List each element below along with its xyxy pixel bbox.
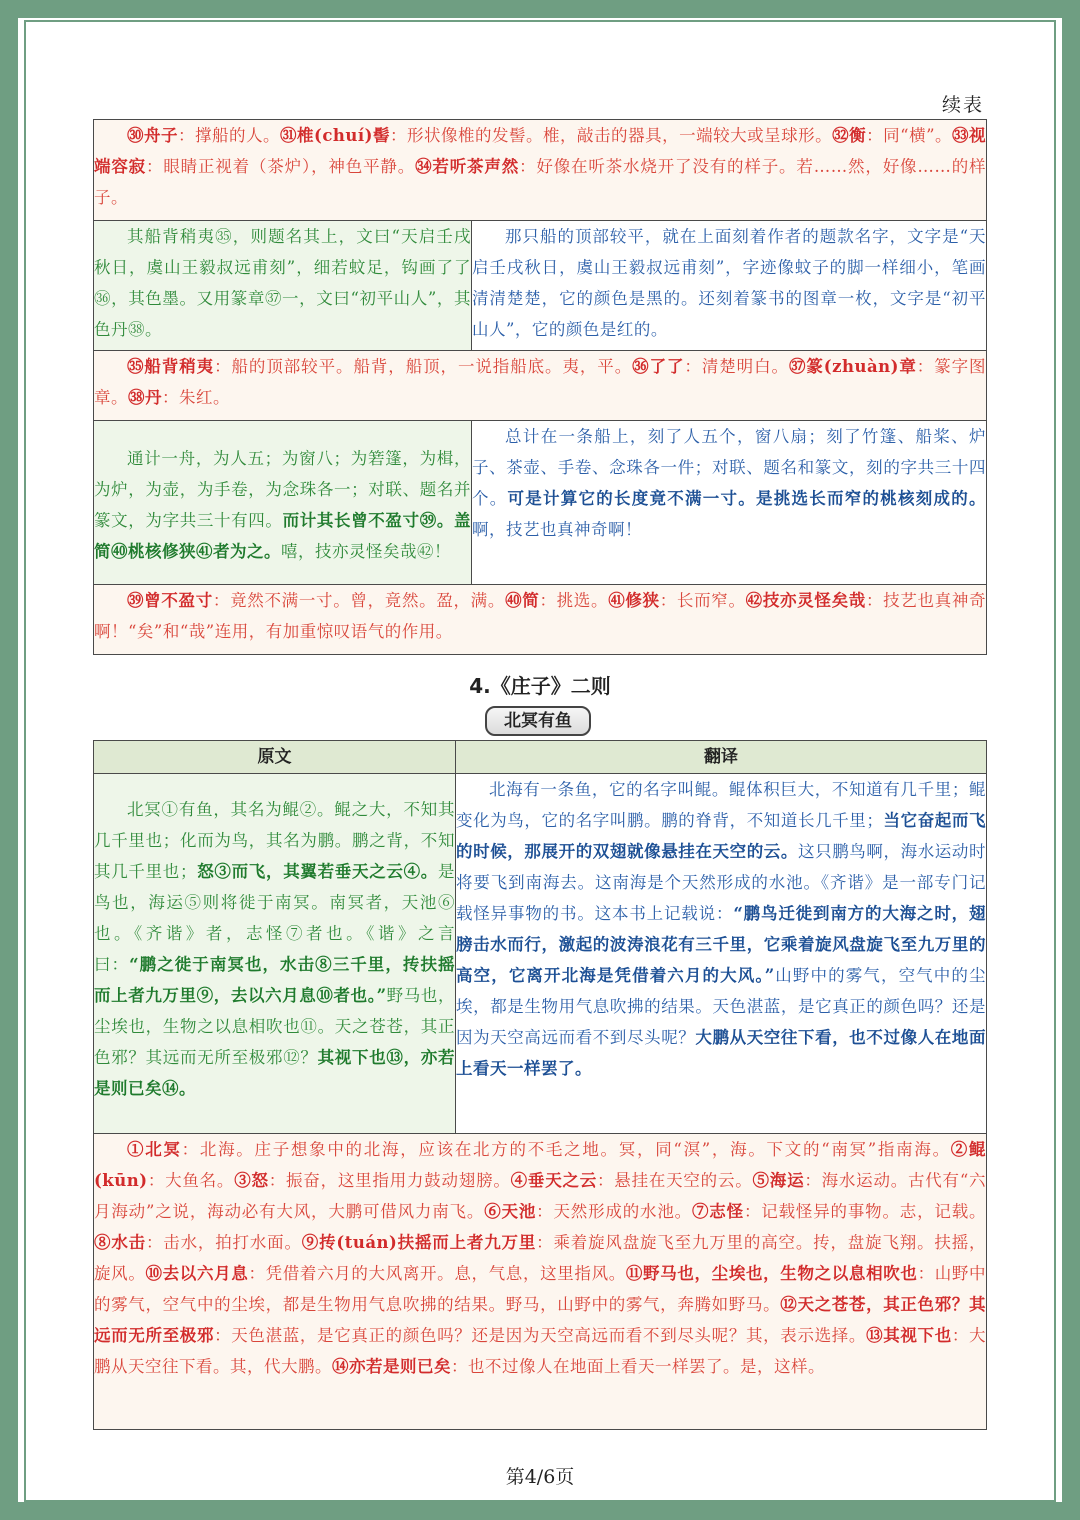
section-title: 4.《庄子》二则	[469, 674, 611, 698]
note-explanation: ：大鱼名。	[147, 1171, 235, 1190]
emphasis-segment: “鹏之徙于南冥也，水击⑧三千里，抟扶摇而上者九万里⑨，去以六月息⑩者也。”	[94, 955, 456, 1005]
note-explanation: ：同“横”。	[866, 126, 953, 145]
note-explanation: ：竟然不满一寸。曾，竟然。盈，满。	[212, 591, 506, 610]
note-term: ㉜衡	[832, 126, 867, 145]
original-text-2b: 而计其长曾不盈寸㊴。盖简㊵桃核修狭㊶者为之。	[94, 511, 472, 561]
note-term: ⑨抟(tuán)扶摇而上者九万里	[301, 1233, 537, 1252]
translation-text-2	[472, 421, 986, 545]
note-term: ②鲲(kūn)	[94, 1140, 986, 1190]
translation-text-3	[456, 774, 986, 1084]
text-segment: 野马也，尘埃也，生物之以息相吹也⑪。天之苍苍，其正色邪？其远而无所至极邪⑫？	[94, 986, 455, 1067]
note-term: ⑤海运	[752, 1171, 805, 1190]
original-text-2	[94, 443, 471, 567]
translation-text-2b: 可是计算它的长度竟不满一寸。是挑选长而窄的桃核刻成的。	[507, 489, 987, 508]
emphasis-segment: “鹏鸟迁徙到南方的大海之时，翅膀击水而行，激起的波涛浪花有三千里，它乘着旋风盘旋飞至九万里的高空，它离开北海是凭借着六月的大风。”	[456, 904, 987, 985]
note-term: ⑪野马也，尘埃也，生物之以息相吹也	[625, 1264, 918, 1283]
note-term: ㊶修狭	[608, 591, 660, 610]
note-term: ㉝视端容寂	[94, 126, 987, 176]
note-explanation: ：朱红。	[162, 388, 230, 407]
text-segment: 是鸟也，海运⑤则将徙于南冥。南冥者，天池⑥也。《齐谐》者，志怪⑦者也。《谐》之言曰：	[94, 862, 456, 974]
emphasis-segment: 大鹏从天空往下看，也不过像人在地面上看天一样罢了。	[456, 1028, 987, 1078]
continued-table	[93, 119, 987, 655]
notes-1-14	[94, 1134, 986, 1382]
note-explanation: ：乘着旋风盘旋飞至九万里的高空。抟，盘旋飞翔。扶摇，旋风。	[94, 1233, 987, 1283]
notes-row-1-14	[94, 1134, 987, 1430]
translation-cell	[472, 221, 987, 351]
notes-30-34	[94, 120, 986, 213]
note-explanation: ：长而窄。	[659, 591, 746, 610]
continued-label: 续表	[941, 94, 984, 116]
translation-text: 那只船的顶部较平，就在上面刻着作者的题款名字，文字是“天启壬戌秋日，虞山王毅叔远甫刻”，字迹像蚊子的脚一样细小，笔画清清楚楚，它的颜色是黑的。还刻着篆书的图章一枚，文字是“初平山人”，它的颜色是红的。	[472, 227, 987, 339]
notes-row-35-38	[94, 351, 987, 421]
note-term: ⑥天池	[484, 1202, 537, 1221]
emphasis-segment: 当它奋起而飞的时候，那展开的双翅就像悬挂在天空的云。	[456, 811, 987, 861]
translation-cell-3	[456, 774, 987, 1134]
sub-title-badge: 北冥有鱼	[485, 706, 591, 736]
note-term: ㊷技亦灵怪矣哉	[745, 591, 866, 610]
note-term: ㉚舟子	[127, 126, 179, 145]
note-explanation: ：清楚明白。	[684, 357, 789, 376]
note-term: ㉞若听茶声然	[415, 157, 520, 176]
note-explanation: ：挑选。	[539, 591, 609, 610]
note-explanation: ：海水运动。古代有“六月海动”之说，海动必有大风，大鹏可借风力南飞。	[94, 1171, 987, 1221]
note-explanation: ：天色湛蓝，是它真正的颜色吗？还是因为天空高远而看不到尽头呢？其，表示选择。	[214, 1326, 867, 1345]
zhuangzi-table	[93, 740, 987, 1430]
note-term: ③怒	[234, 1171, 269, 1190]
note-explanation: ：振奋，这里指用力鼓动翅膀。	[268, 1171, 511, 1190]
note-explanation: ：北海。庄子想象中的北海，应该在北方的不毛之地。冥，同“溟”，海。下文的“南冥”指南海。	[181, 1140, 951, 1159]
note-term: ㊲篆(zhuàn)章	[788, 357, 917, 376]
note-explanation: ：形状像椎的发髻。椎，敲击的器具，一端较大或呈球形。	[390, 126, 833, 145]
header-original: 原文	[94, 741, 456, 774]
translation-text-2a: 总计在一条船上，刻了人五个，窗八扇；刻了竹篷、船桨、炉子、茶壶、手卷、念珠各一件；对联、题名和篆文，刻的字共三十四个。	[472, 427, 987, 508]
text-segment: 山野中的雾气，空气中的尘埃，都是生物用气息吹拂的结果。天色湛蓝，是它真正的颜色吗？还是因为天空高远而看不到尽头呢？	[456, 966, 987, 1047]
note-explanation: ：也不过像人在地面上看天一样罢了。是，这样。	[451, 1357, 825, 1376]
translation-cell-2	[472, 421, 987, 585]
notes-row-39-42	[94, 585, 987, 655]
original-text-cell	[94, 221, 472, 351]
text-segment: 这只鹏鸟啊，海水运动时将要飞到南海去。这南海是个天然形成的水池。《齐谐》是一部专门记载怪异事物的书。这本书上记载说：	[456, 842, 987, 923]
note-explanation: ：眼睛正视着（茶炉），神色平静。	[146, 157, 416, 176]
note-explanation: ：好像在听茶水烧开了没有的样子。若……然，好像……的样子。	[94, 157, 987, 207]
translation-text-2c: 啊，技艺也真神奇啊！	[472, 520, 642, 539]
note-term: ㉟船背稍夷	[127, 357, 215, 376]
note-term: ⑬其视下也	[866, 1326, 952, 1345]
original-text-cell-2	[94, 421, 472, 585]
note-term: ㉛椎(chuí)髻	[280, 126, 390, 145]
note-term: ⑭亦若是则已矣	[332, 1357, 451, 1376]
note-term: ④垂天之云	[510, 1171, 598, 1190]
note-explanation: ：悬挂在天空的云。	[597, 1171, 753, 1190]
note-explanation: ：大鹏从天空往下看。其，代大鹏。	[94, 1326, 987, 1376]
note-term: ⑩去以六月息	[145, 1264, 249, 1283]
note-term: ①北冥	[127, 1140, 182, 1159]
emphasis-segment: 其视下也⑬，亦若是则已矣⑭。	[94, 1048, 456, 1098]
note-explanation: ：船的顶部较平。船背，船顶，一说指船底。夷，平。	[214, 357, 633, 376]
note-explanation: ：凭借着六月的大风离开。息，气息，这里指风。	[248, 1264, 626, 1283]
note-explanation: ：撑船的人。	[178, 126, 281, 145]
note-explanation: ：篆字图章。	[94, 357, 987, 407]
original-text-2c: 嘻，技亦灵怪矣哉㊷！	[281, 542, 451, 561]
page-number: 第4/6页	[505, 1466, 575, 1488]
notes-35-38	[94, 351, 986, 413]
note-term: ㊴曾不盈寸	[127, 591, 213, 610]
note-term: ⑧水击	[94, 1233, 146, 1252]
note-explanation: ：击水，拍打水面。	[145, 1233, 302, 1252]
original-text-2a: 通计一舟，为人五；为窗八；为箬篷，为楫，为炉，为壶，为手卷，为念珠各一；对联、题名并篆文，为字共三十有四。	[94, 449, 471, 530]
note-term: ⑫天之苍苍，其正色邪？其远而无所至极邪	[94, 1295, 987, 1345]
original-text-3	[94, 794, 455, 1104]
note-explanation: ：山野中的雾气，空气中的尘埃，都是生物用气息吹拂的结果。野马，山野中的雾气，奔腾如野马。	[94, 1264, 987, 1314]
note-term: ㊵简	[505, 591, 540, 610]
text-segment: 北海有一条鱼，它的名字叫鲲。鲲体积巨大，不知道有几千里；鲲变化为鸟，它的名字叫鹏。鹏的脊背，不知道长几千里；	[456, 780, 986, 830]
emphasis-segment: 怒③而飞，其翼若垂天之云④。	[197, 862, 439, 881]
note-explanation: ：天然形成的水池。	[536, 1202, 692, 1221]
notes-39-42	[94, 585, 986, 647]
note-explanation: ：技艺也真神奇啊！“矣”和“哉”连用，有加重惊叹语气的作用。	[94, 591, 987, 641]
original-text: 其船背稍夷㉟，则题名其上，文曰“天启壬戌秋日，虞山王毅叔远甫刻”，细若蚊足，钩画了了㊱，其色墨。又用篆章㊲一，文曰“初平山人”，其色丹㊳。	[94, 227, 471, 339]
text-segment: 北冥①有鱼，其名为鲲②。鲲之大，不知其几千里也；化而为鸟，其名为鹏。鹏之背，不知其几千里也；	[94, 800, 455, 881]
note-term: ㊳丹	[128, 388, 162, 407]
header-translation: 翻译	[456, 741, 987, 774]
notes-row-30-34	[94, 120, 987, 221]
original-text-cell-3	[94, 774, 456, 1134]
note-term: ⑦志怪	[691, 1202, 744, 1221]
note-explanation: ：记载怪异的事物。志，记载。	[743, 1202, 987, 1221]
note-term: ㊱了了	[632, 357, 685, 376]
